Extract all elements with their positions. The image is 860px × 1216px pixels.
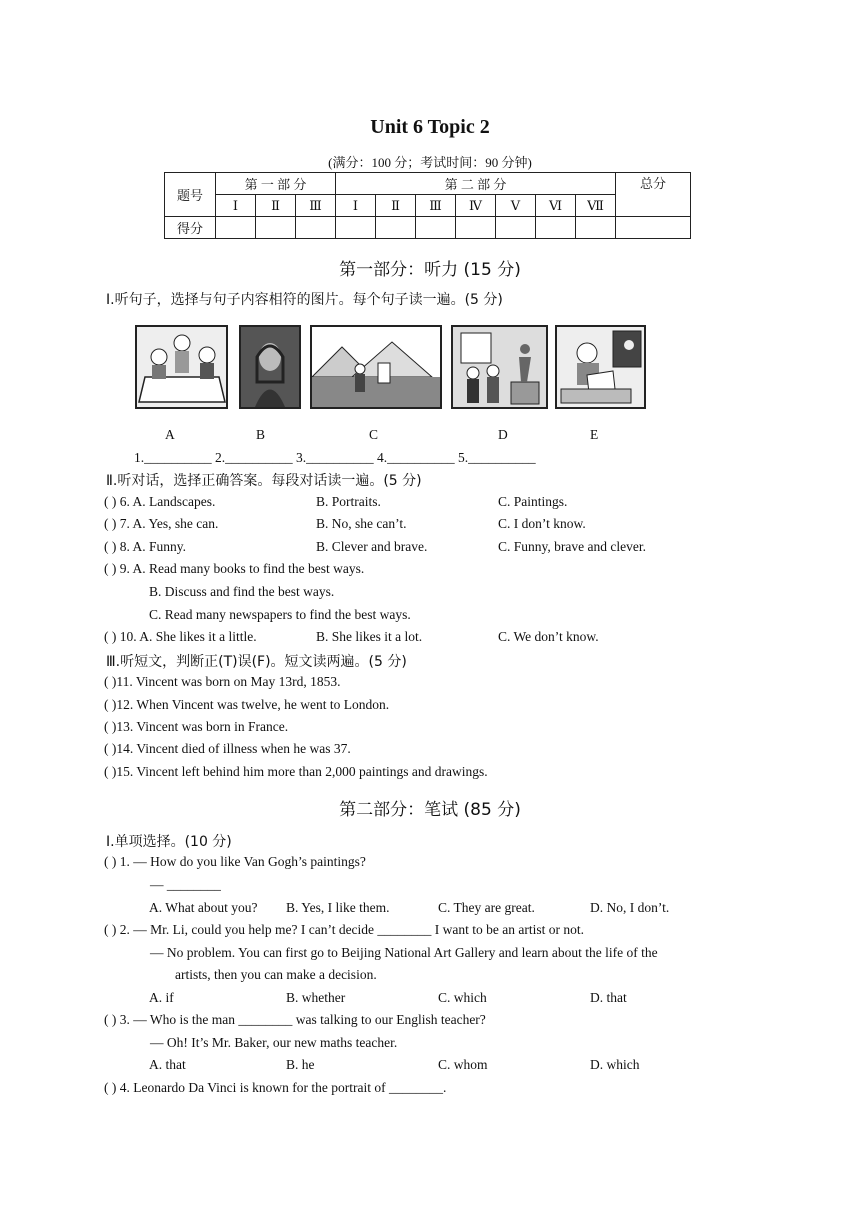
section3-heading: Ⅲ.听短文，判断正(T)误(F)。短文读两遍。(5 分) — [106, 654, 407, 670]
col-header: Ⅰ — [336, 195, 376, 217]
picture-c-landscape — [310, 325, 442, 409]
option-d: D. No, I don’t. — [590, 900, 670, 915]
score-cell — [296, 217, 336, 239]
score-cell — [376, 217, 416, 239]
option-b: B. Portraits. — [316, 494, 381, 509]
option-d: D. which — [590, 1057, 640, 1072]
part2-header: 第 二 部 分 — [336, 173, 616, 195]
mc-answer-line: — ________ — [150, 877, 221, 892]
tf-item: ( )12. When Vincent was twelve, he went to London. — [104, 697, 390, 712]
col-header: Ⅲ — [416, 195, 456, 217]
option-b: B. whether — [286, 990, 346, 1005]
mc-response-line: — Oh! It’s Mr. Baker, our new maths teacher. — [150, 1035, 398, 1050]
mc-question-2: ( ) 2. — Mr. Li, could you help me? I can’t decide ________ I want to be an artist or not. — [104, 922, 585, 937]
question-6: ( ) 6. A. Landscapes. — [104, 494, 216, 509]
row-label-question: 题号 — [165, 173, 216, 217]
option-c: C. Read many newspapers to find the best ways. — [149, 607, 411, 622]
question-9: ( ) 9. A. Read many books to find the best ways. — [104, 561, 365, 576]
option-b: B. Clever and brave. — [316, 539, 428, 554]
col-header: Ⅳ — [456, 195, 496, 217]
option-c: C. We don’t know. — [498, 629, 599, 644]
score-cell — [576, 217, 616, 239]
picture-label: C — [369, 427, 379, 442]
picture-b-portrait — [239, 325, 301, 409]
section1-heading: Ⅰ.听句子，选择与句子内容相符的图片。每个句子读一遍。(5 分) — [106, 292, 503, 308]
section2-heading: Ⅱ.听对话，选择正确答案。每段对话读一遍。(5 分) — [106, 473, 422, 489]
tf-item: ( )11. Vincent was born on May 13rd, 1853. — [104, 674, 341, 689]
option-c: C. Paintings. — [498, 494, 568, 509]
mc-response-cont: artists, then you can make a decision. — [175, 967, 377, 982]
col-header: Ⅴ — [496, 195, 536, 217]
score-cell — [536, 217, 576, 239]
option-c: C. I don’t know. — [498, 516, 586, 531]
col-header: Ⅰ — [216, 195, 256, 217]
score-cell — [216, 217, 256, 239]
option-c: C. Funny, brave and clever. — [498, 539, 646, 554]
col-header: Ⅱ — [376, 195, 416, 217]
answer-blanks: 1.__________ 2.__________ 3.__________ 4.__________ 5.__________ — [134, 450, 536, 465]
option-d: D. that — [590, 990, 627, 1005]
option-b: B. She likes it a lot. — [316, 629, 423, 644]
col-header: Ⅶ — [576, 195, 616, 217]
total-header: 总分 — [616, 173, 691, 217]
section4-heading: Ⅰ.单项选择。(10 分) — [106, 834, 232, 850]
score-table — [164, 172, 691, 239]
score-cell — [496, 217, 536, 239]
question-7: ( ) 7. A. Yes, she can. — [104, 516, 219, 531]
picture-label: B — [256, 427, 266, 442]
option-a: A. that — [149, 1057, 186, 1072]
option-c: C. They are great. — [438, 900, 535, 915]
part1-heading: 第一部分：听力 (15 分) — [339, 260, 521, 280]
part2-heading: 第二部分：笔试 (85 分) — [339, 800, 521, 820]
page-title: Unit 6 Topic 2 — [370, 116, 490, 138]
picture-a — [135, 325, 228, 409]
option-c: C. which — [438, 990, 487, 1005]
picture-d-statue — [451, 325, 548, 409]
score-cell — [616, 217, 691, 239]
option-a: A. if — [149, 990, 174, 1005]
tf-item: ( )14. Vincent died of illness when he was 37. — [104, 741, 351, 756]
score-cell — [456, 217, 496, 239]
picture-label: D — [498, 427, 508, 442]
question-8: ( ) 8. A. Funny. — [104, 539, 187, 554]
option-b: B. he — [286, 1057, 315, 1072]
part1-header: 第 一 部 分 — [216, 173, 336, 195]
row-label-score: 得分 — [165, 217, 216, 239]
mc-question-3: ( ) 3. — Who is the man ________ was talking to our English teacher? — [104, 1012, 486, 1027]
mc-question-4: ( ) 4. Leonardo Da Vinci is known for the portrait of ________. — [104, 1080, 447, 1095]
option-a: A. What about you? — [149, 900, 258, 915]
option-b: B. Discuss and find the best ways. — [149, 584, 335, 599]
exam-info: (满分：100 分；考试时间：90 分钟) — [328, 155, 532, 170]
option-b: B. Yes, I like them. — [286, 900, 390, 915]
option-c: C. whom — [438, 1057, 488, 1072]
col-header: Ⅵ — [536, 195, 576, 217]
score-cell — [256, 217, 296, 239]
score-cell — [416, 217, 456, 239]
score-cell — [336, 217, 376, 239]
col-header: Ⅲ — [296, 195, 336, 217]
mc-question-1: ( ) 1. — How do you like Van Gogh’s paintings? — [104, 854, 366, 869]
picture-label: E — [590, 427, 599, 442]
picture-label: A — [165, 427, 175, 442]
tf-item: ( )13. Vincent was born in France. — [104, 719, 289, 734]
tf-item: ( )15. Vincent left behind him more than 2,000 paintings and drawings. — [104, 764, 488, 779]
mc-response-line: — No problem. You can first go to Beijing National Art Gallery and learn about the life of the — [150, 945, 658, 960]
option-b: B. No, she can’t. — [316, 516, 407, 531]
col-header: Ⅱ — [256, 195, 296, 217]
question-10: ( ) 10. A. She likes it a little. — [104, 629, 257, 644]
picture-e-reading — [555, 325, 646, 409]
